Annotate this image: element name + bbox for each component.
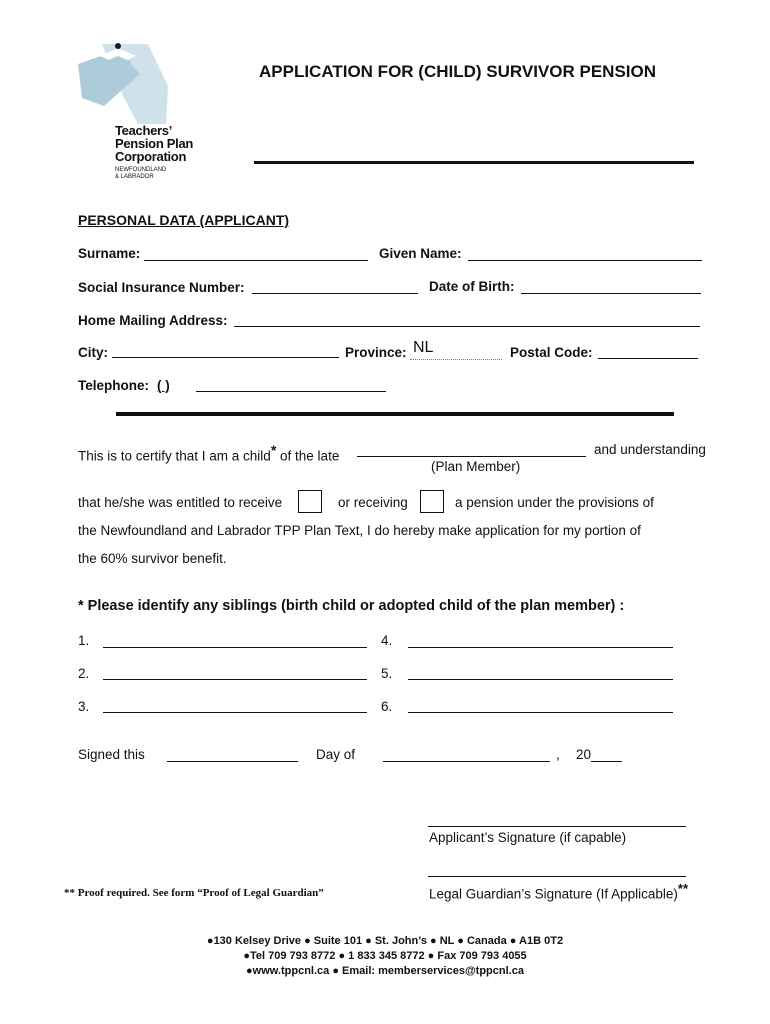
- sin-label: Social Insurance Number:: [78, 280, 245, 295]
- surname-label: Surname:: [78, 246, 141, 261]
- certify-line-4: the 60% survivor benefit.: [78, 551, 227, 566]
- page-title: APPLICATION FOR (CHILD) SURVIVOR PENSION: [259, 62, 657, 81]
- surname-field[interactable]: [144, 260, 368, 261]
- given-name-label: Given Name:: [379, 246, 462, 261]
- day-of-label: Day of: [316, 747, 356, 762]
- city-field[interactable]: [112, 357, 339, 358]
- sibling-number-5: 5.: [381, 666, 393, 681]
- certify-line-1-start: [78, 442, 339, 464]
- province-field[interactable]: [410, 359, 502, 360]
- logo-line-2: Pension Plan: [115, 136, 194, 151]
- sibling-field-4[interactable]: [408, 647, 673, 648]
- signed-year-field[interactable]: [591, 761, 622, 762]
- certify-line-2-start: that he/she was entitled to receive: [78, 495, 283, 510]
- proof-required-note: ** Proof required. See form “Proof of Legal Guardian”: [64, 887, 324, 899]
- postal-code-field[interactable]: [598, 358, 698, 359]
- sibling-number-4: 4.: [381, 633, 393, 648]
- plan-member-name-field[interactable]: [357, 456, 586, 457]
- section-heading-personal: PERSONAL DATA (APPLICANT): [78, 212, 290, 228]
- logo-line-4: NEWFOUNDLAND: [115, 167, 167, 173]
- logo-dot: [115, 43, 121, 49]
- sin-field[interactable]: [252, 293, 418, 294]
- given-name-field[interactable]: [468, 260, 702, 261]
- year-prefix: 20: [576, 747, 592, 762]
- signed-this-label: Signed this: [78, 747, 145, 762]
- dob-label: Date of Birth:: [429, 279, 515, 294]
- guardian-signature-field[interactable]: [428, 876, 686, 877]
- sibling-field-3[interactable]: [103, 712, 367, 713]
- logo-line-1: Teachers’: [115, 123, 173, 138]
- sibling-number-3: 3.: [78, 699, 90, 714]
- city-label: City:: [78, 345, 108, 360]
- phone-area-code[interactable]: ( ): [157, 378, 170, 393]
- certify-line-3: the Newfoundland and Labrador TPP Plan Text, I do hereby make application for my portion of: [78, 523, 641, 538]
- logo-line-3: Corporation: [115, 149, 187, 164]
- certify-line-2-mid: or receiving: [338, 495, 408, 510]
- telephone-field[interactable]: [196, 391, 386, 392]
- guardian-signature-text: Legal Guardian’s Signature (If Applicable): [429, 886, 678, 902]
- sibling-field-1[interactable]: [103, 647, 367, 648]
- postal-code-label: Postal Code:: [510, 345, 593, 360]
- address-field[interactable]: [234, 326, 700, 327]
- telephone-label: Telephone:: [78, 378, 150, 393]
- sibling-field-2[interactable]: [103, 679, 367, 680]
- sibling-number-1: 1.: [78, 633, 90, 648]
- province-label: Province:: [345, 345, 407, 360]
- address-label: Home Mailing Address:: [78, 313, 228, 328]
- certify-text-1: This is to certify that I am a child: [78, 448, 271, 464]
- tppc-logo-graphic: [74, 40, 170, 124]
- signed-day-field[interactable]: [167, 761, 298, 762]
- siblings-heading: * Please identify any siblings (birth child or adopted child of the plan member) :: [78, 598, 625, 614]
- certify-text-2: of the late: [276, 448, 340, 464]
- logo-line-5: & LABRADOR: [115, 174, 154, 180]
- receiving-checkbox[interactable]: [420, 490, 444, 513]
- footer-web-email: ●www.tppcnl.ca ● Email: memberservices@tppcnl.ca: [246, 965, 524, 977]
- sibling-field-6[interactable]: [408, 712, 673, 713]
- certify-line-2-end: a pension under the provisions of: [455, 495, 654, 510]
- section-divider: [116, 412, 674, 416]
- guardian-asterisks: **: [677, 881, 689, 896]
- sibling-field-5[interactable]: [408, 679, 673, 680]
- title-underline: [254, 161, 694, 164]
- certify-line-1-end: and understanding: [594, 442, 706, 457]
- date-comma: ,: [556, 747, 560, 762]
- signed-month-field[interactable]: [383, 761, 550, 762]
- applicant-signature-field[interactable]: [428, 826, 686, 827]
- guardian-signature-label: [429, 881, 688, 902]
- province-field-value[interactable]: NL: [413, 339, 434, 356]
- footer-address: ●130 Kelsey Drive ● Suite 101 ● St. John’s ● NL ● Canada ● A1B 0T2: [206, 935, 564, 947]
- applicant-signature-label: Applicant’s Signature (if capable): [429, 830, 627, 845]
- sibling-number-2: 2.: [78, 666, 90, 681]
- logo-text: [115, 124, 193, 181]
- dob-field[interactable]: [521, 293, 701, 294]
- certify-asterisk: *: [270, 442, 277, 458]
- plan-member-caption: (Plan Member): [431, 459, 521, 474]
- footer-phone: ●Tel 709 793 8772 ● 1 833 345 8772 ● Fax 709 793 4055: [243, 950, 527, 962]
- sibling-number-6: 6.: [381, 699, 393, 714]
- entitled-checkbox[interactable]: [298, 490, 322, 513]
